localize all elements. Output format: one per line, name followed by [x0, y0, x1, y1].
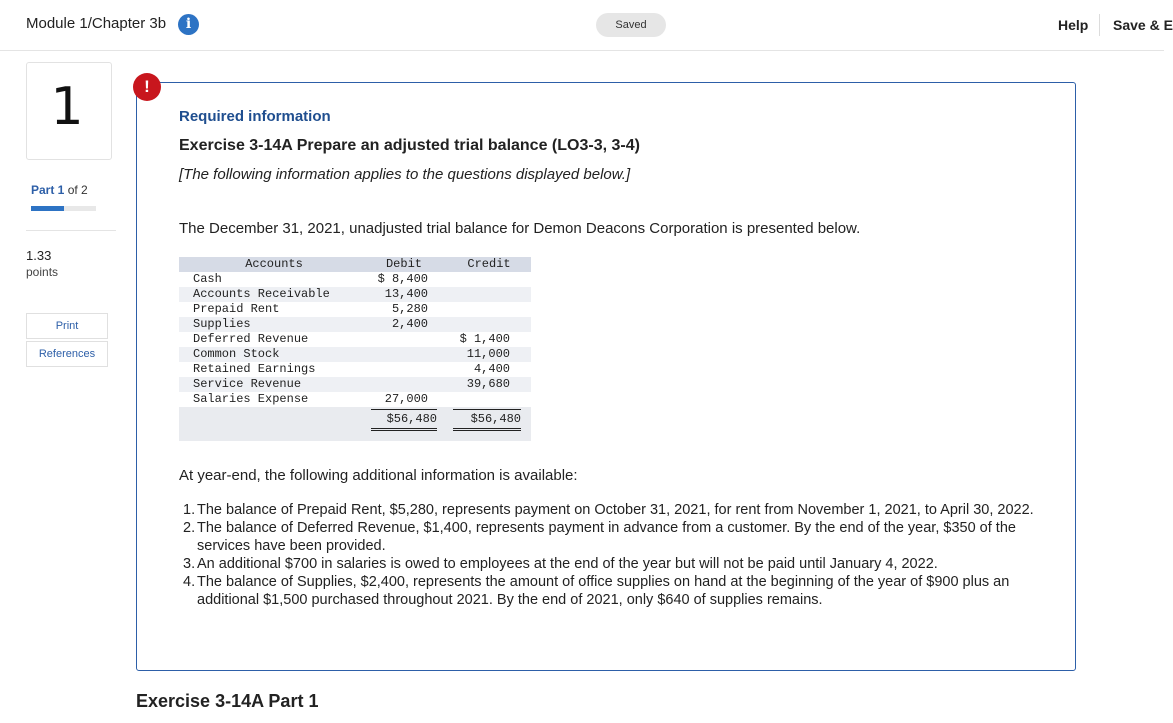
table-row [179, 347, 531, 362]
list-item-text: The balance of Prepaid Rent, $5,280, represents payment on October 31, 2021, for rent from November 1, 2021, to April 30, 2022. [197, 502, 1034, 518]
help-link[interactable]: Help [1058, 17, 1089, 33]
list-item [179, 573, 1059, 609]
sidebar-divider [26, 230, 116, 231]
points-label: points [26, 265, 59, 279]
part-indicator [31, 183, 88, 197]
cell-credit: $ 1,400 [459, 332, 510, 346]
saved-status-badge: Saved [596, 13, 666, 37]
part-total: of 2 [64, 183, 88, 197]
list-item-text: The balance of Supplies, $2,400, represents the amount of office supplies on hand at the beginning of the year of $900 plus an additional $1,500 purchased throughout 2021. By the end of 2021, only $640 of supplies remains. [197, 574, 1010, 608]
cell-credit: 4,400 [473, 362, 510, 376]
header-debit: Debit [385, 257, 422, 271]
cell-debit: 5,280 [391, 302, 428, 316]
exercise-title: Exercise 3-14A Prepare an adjusted trial balance (LO3-3, 3-4) [179, 137, 640, 154]
cell-credit: 11,000 [466, 347, 510, 361]
additional-info-intro: At year-end, the following additional information is available: [179, 467, 578, 484]
cell-account: Deferred Revenue [193, 332, 309, 346]
part-progress-bar [31, 206, 96, 211]
part-heading: Exercise 3-14A Part 1 [136, 691, 319, 711]
module-title: Module 1/Chapter 3b [26, 15, 167, 32]
question-number-box [26, 62, 112, 160]
save-exit-button[interactable]: Save & E [1113, 17, 1173, 33]
table-row [179, 332, 531, 347]
header-divider [1099, 14, 1100, 36]
info-icon[interactable]: i [178, 14, 199, 35]
cell-account: Prepaid Rent [193, 302, 280, 316]
cell-account: Retained Earnings [193, 362, 316, 376]
cell-account: Accounts Receivable [193, 287, 330, 301]
points-value: 1.33 [26, 248, 52, 263]
print-button[interactable]: Print [26, 313, 108, 339]
list-item [179, 519, 1059, 555]
list-item-number: 4. [183, 574, 196, 590]
question-number: 1 [50, 77, 84, 137]
cell-account: Common Stock [193, 347, 280, 361]
list-item-number: 2. [183, 520, 196, 536]
list-item [179, 555, 1059, 573]
list-item-text: The balance of Deferred Revenue, $1,400, represents payment in advance from a customer. By the end of the year, $350 of the services have been provided. [197, 520, 1016, 554]
cell-account: Salaries Expense [193, 392, 309, 406]
total-debit: $56,480 [371, 409, 437, 431]
intro-text: The December 31, 2021, unadjusted trial balance for Demon Deacons Corporation is presented below. [179, 220, 861, 237]
table-header-row [179, 257, 531, 272]
cell-account: Service Revenue [193, 377, 302, 391]
cell-credit: 39,680 [466, 377, 510, 391]
list-item [179, 501, 1059, 519]
cell-debit: 27,000 [384, 392, 428, 406]
trial-balance-table [179, 257, 531, 441]
table-row [179, 392, 531, 407]
list-item-number: 3. [183, 556, 196, 572]
header-accounts: Accounts [245, 257, 303, 271]
table-row [179, 317, 531, 332]
cell-account: Cash [193, 272, 222, 286]
table-row [179, 287, 531, 302]
table-body [179, 272, 531, 407]
list-item-number: 1. [183, 502, 196, 518]
cell-debit: 13,400 [384, 287, 428, 301]
header-credit: Credit [467, 257, 511, 271]
table-row [179, 362, 531, 377]
required-info-heading: Required information [179, 108, 331, 125]
list-item-text: An additional $700 in salaries is owed to employees at the end of the year but will not be paid until January 4, 2022. [197, 556, 938, 572]
table-row [179, 272, 531, 287]
table-total-row [179, 407, 531, 441]
part-current: Part 1 [31, 183, 65, 197]
cell-debit: $ 8,400 [377, 272, 428, 286]
cell-debit: 2,400 [391, 317, 428, 331]
exercise-note: [The following information applies to the questions displayed below.] [179, 166, 631, 183]
alert-icon: ! [133, 73, 161, 101]
references-button[interactable]: References [26, 341, 108, 367]
table-row [179, 377, 531, 392]
part-progress-fill [31, 206, 64, 211]
total-credit: $56,480 [453, 409, 521, 431]
cell-account: Supplies [193, 317, 251, 331]
top-bar [0, 0, 1173, 51]
additional-info-list [179, 501, 1059, 609]
table-row [179, 302, 531, 317]
